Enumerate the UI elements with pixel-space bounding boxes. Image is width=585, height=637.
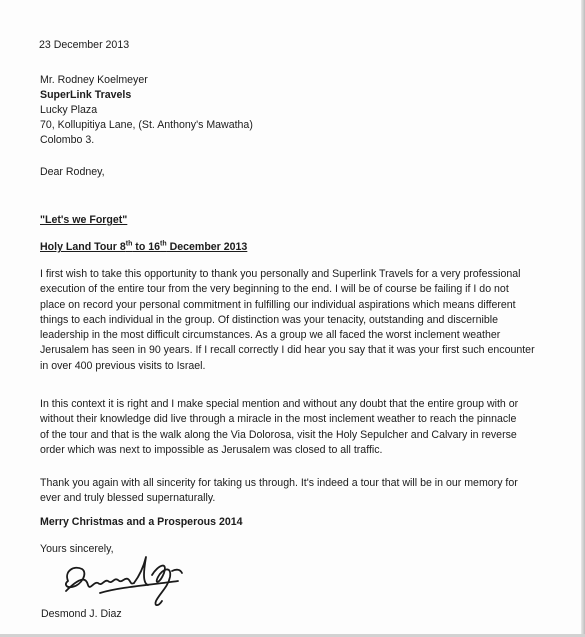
- ordinal-suffix: th: [125, 240, 133, 248]
- tour-heading-part: December 2013: [166, 241, 248, 253]
- ordinal-suffix: th: [160, 240, 167, 248]
- signature-image: [60, 551, 190, 611]
- tour-heading-part: to 16: [132, 241, 161, 253]
- paragraph-line: things to each individual in the group. Of distinction was your tenacity, outstanding and discernible: [40, 313, 498, 326]
- tour-heading: [40, 240, 247, 254]
- letter-date: 23 December 2013: [39, 39, 130, 51]
- letter-subject: "Let's we Forget": [40, 214, 128, 226]
- recipient-address-line-3: Colombo 3.: [40, 134, 95, 146]
- paragraph-line: execution of the entire tour from the very beginning to the end. I will be of course be failing if I do not: [40, 283, 509, 296]
- body-paragraph-1: [40, 267, 540, 374]
- seasonal-greeting: Merry Christmas and a Prosperous 2014: [40, 516, 243, 528]
- paragraph-line: without their knowledge did live through a miracle in the most inclement weather to reach the pinnacle: [40, 413, 517, 426]
- paragraph-line: place on record your personal commitment in fulfilling our individual aspirations which means different: [40, 298, 516, 311]
- paragraph-line: Jerusalem has seen in 90 years. If I recall correctly I did hear you say that it was your first such encounter: [40, 344, 535, 357]
- recipient-name: Mr. Rodney Koelmeyer: [40, 74, 148, 86]
- recipient-address-line-2: 70, Kollupitiya Lane, (St. Anthony's Mawatha): [40, 119, 253, 131]
- salutation: Dear Rodney,: [40, 166, 105, 178]
- paragraph-line: I first wish to take this opportunity to thank you personally and Superlink Travels for a very professional: [40, 268, 521, 280]
- recipient-address-line-1: Lucky Plaza: [40, 104, 98, 116]
- paragraph-line: of the tour and that is the walk along the Via Dolorosa, visit the Holy Sepulcher and Calvary in reverse: [40, 428, 517, 441]
- paragraph-line: Thank you again with all sincerity for taking us through. It's indeed a tour that will be in our memory for: [40, 477, 518, 489]
- paragraph-line: order which was next to impossible as Jerusalem was closed to all traffic.: [40, 443, 383, 456]
- tour-heading-part: Holy Land Tour 8: [40, 241, 126, 253]
- recipient-company: SuperLink Travels: [40, 89, 132, 101]
- paragraph-line: In this context it is right and I make special mention and without any doubt that the entire group with or: [40, 398, 519, 410]
- paragraph-line: leadership in the most difficult circumstances. As a group we all faced the worst inclement weather: [40, 329, 501, 342]
- body-paragraph-2: [40, 397, 540, 458]
- signatory-name: Desmond J. Diaz: [41, 608, 122, 620]
- page-edge-shadow: [581, 0, 585, 637]
- paragraph-line: in over 400 previous visits to Israel.: [40, 359, 206, 372]
- paragraph-line: ever and truly blessed supernaturally.: [40, 492, 216, 505]
- body-paragraph-3: [40, 476, 540, 507]
- closing: Yours sincerely,: [40, 543, 114, 555]
